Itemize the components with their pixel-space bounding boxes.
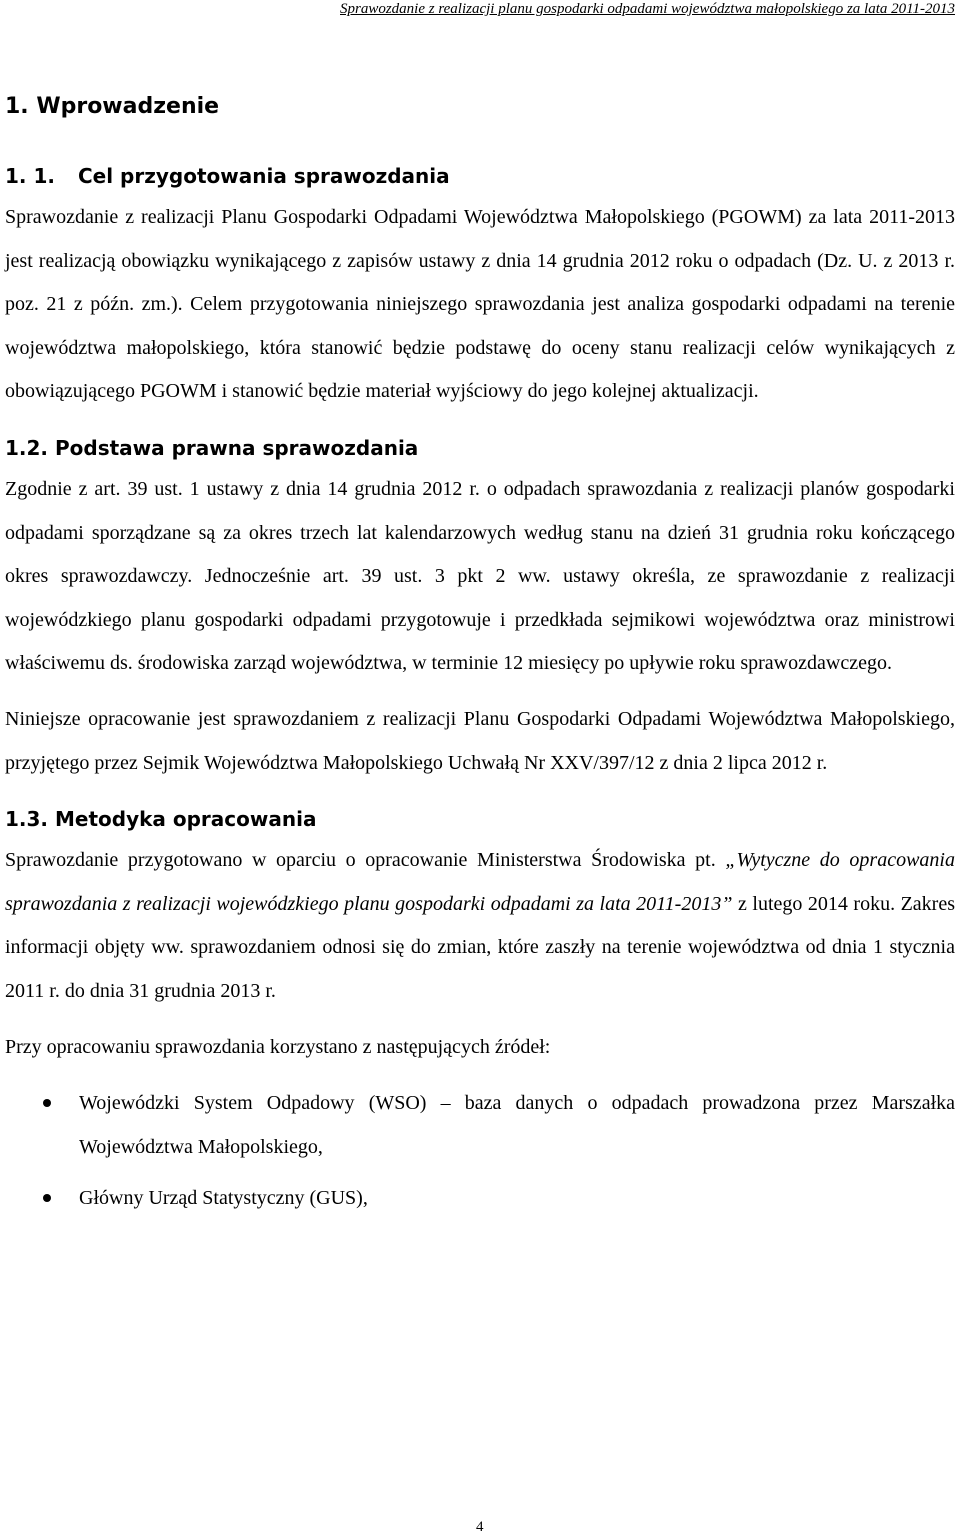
- paragraph-methodology: [5, 839, 955, 1013]
- list-item: [5, 1176, 955, 1220]
- list-item-text: Główny Urząd Statystyczny (GUS),: [79, 1187, 368, 1210]
- section-heading-introduction: 1. Wprowadzenie: [5, 94, 220, 119]
- methodology-text-start: Sprawozdanie przygotowano w oparciu o opracowanie Ministerstwa Środowiska pt.: [5, 849, 726, 872]
- paragraph-legal-basis: Zgodnie z art. 39 ust. 1 ustawy z dnia 14 grudnia 2012 r. o odpadach sprawozdania z realizacji planów gospodarki odpadami sporządzane są za okres trzech lat kalendarzowych według stanu na dzień 31 grudnia roku kończącego okres sprawozdawczy. Jednocześnie art. 39 ust. 3 pkt 2 ww. ustawy określa, ze sprawozdanie z realizacji wojewódzkiego planu gospodarki odpadami przygotowuje i przedkłada sejmikowi województwa oraz ministrowi właściwemu ds. środowiska zarząd województwa, w terminie 12 miesięcy po upływie roku sprawozdawczego.: [5, 477, 955, 675]
- page-number: 4: [476, 1519, 484, 1535]
- running-header: Sprawozdanie z realizacji planu gospodarki odpadami województwa małopolskiego za lata 2011-2013: [340, 1, 955, 17]
- sources-list: [5, 1081, 955, 1220]
- paragraph-sources-intro: Przy opracowaniu sprawozdania korzystano z następujących źródeł:: [5, 1035, 551, 1058]
- methodology-text-end: z lutego 2014 roku. Zakres informacji objęty ww. sprawozdaniem odnosi się do zmian, które zaszły na terenie województwa od dnia 1 stycznia 2011 r. do dnia 31 grudnia 2013 r.: [5, 892, 955, 1002]
- paragraph-purpose: Sprawozdanie z realizacji Planu Gospodarki Odpadami Województwa Małopolskiego (PGOWM) za lata 2011-2013 jest realizacją obowiązku wynikającego z zapisów ustawy z dnia 14 grudnia 2012 roku o odpadach (Dz. U. z 2013 r. poz. 21 z późn. zm.). Celem przygotowania niniejszego sprawozdania jest analiza gospodarki odpadami na terenie województwa małopolskiego, która stanowić będzie podstawę do oceny stanu realizacji celów wynikających z obowiązującego PGOWM i stanowić będzie materiał wyjściowy do jego kolejnej aktualizacji.: [5, 206, 955, 403]
- bullet-icon: [43, 1099, 51, 1107]
- page-content: [5, 88, 955, 1227]
- section-number: 1. 1.: [5, 164, 55, 188]
- list-item-text: Wojewódzki System Odpadowy (WSO) – baza danych o odpadach prowadzona przez Marszałka Województwa Małopolskiego,: [79, 1092, 955, 1159]
- section-heading-legal-basis: 1.2. Podstawa prawna sprawozdania: [5, 435, 419, 460]
- section-heading-purpose: [5, 156, 955, 196]
- bullet-icon: [43, 1194, 51, 1202]
- paragraph-plan-reference: Niniejsze opracowanie jest sprawozdaniem z realizacji Planu Gospodarki Odpadami Województwa Małopolskiego, przyjętego przez Sejmik Województwa Małopolskiego Uchwałą Nr XXV/397/12 z dnia 2 lipca 2012 r.: [5, 707, 955, 774]
- guidelines-title: „Wytyczne do opracowania sprawozdania z realizacji wojewódzkiego planu gospodarki odpadami za lata 2011-2013”: [5, 849, 955, 915]
- section-title: Cel przygotowania sprawozdania: [78, 164, 450, 188]
- list-item: [5, 1081, 955, 1169]
- section-heading-methodology: 1.3. Metodyka opracowania: [5, 807, 317, 832]
